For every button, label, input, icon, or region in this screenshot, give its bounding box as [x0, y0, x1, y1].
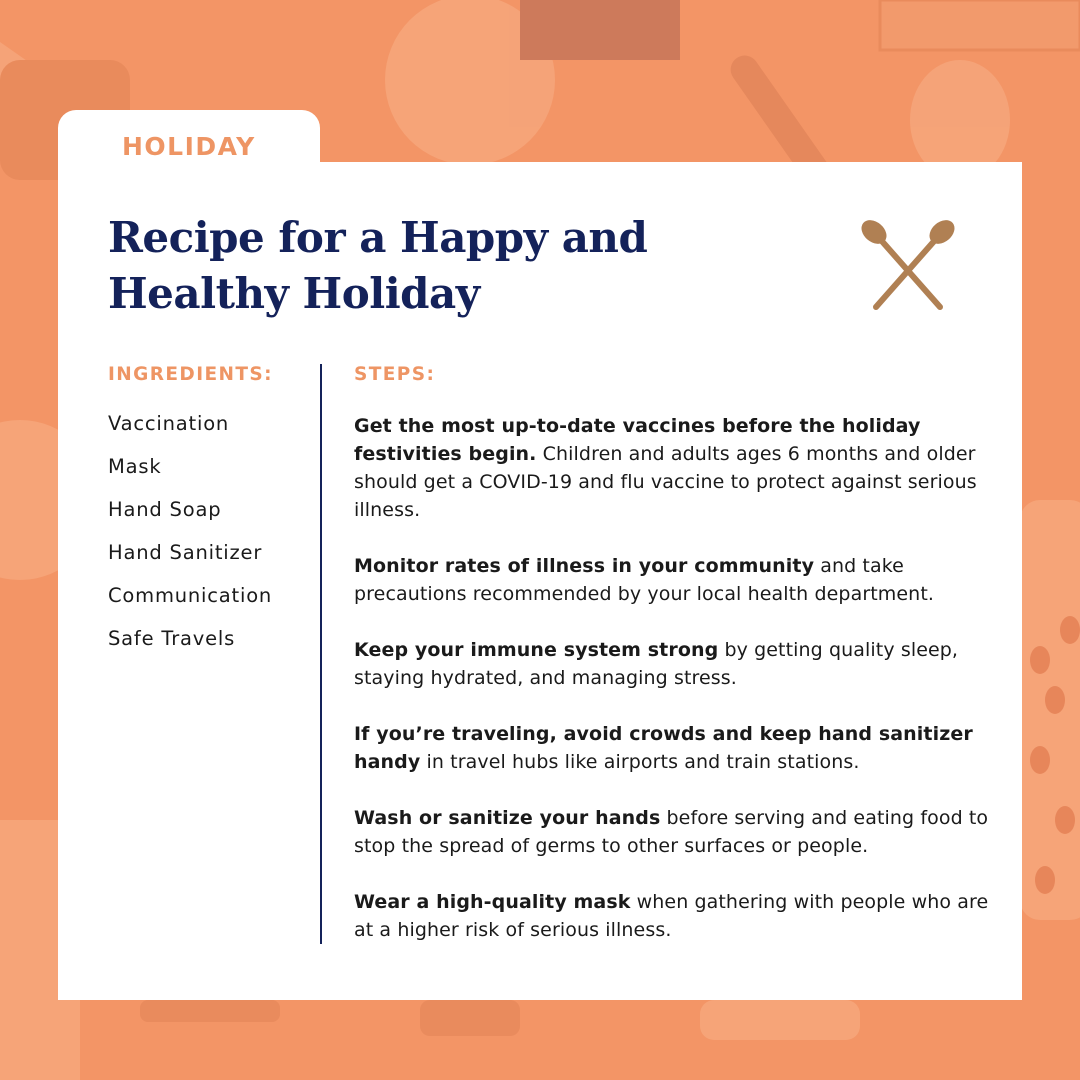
ingredient-item: Safe Travels — [108, 627, 236, 650]
ingredient-item: Vaccination — [108, 412, 230, 435]
steps-heading: STEPS: — [354, 364, 436, 385]
step-text: before serving and eating food to stop the spread of germs to other surfaces or people. — [354, 807, 989, 857]
step-bold-text: Wear a high-quality mask — [354, 891, 631, 913]
ingredient-item: Hand Soap — [108, 498, 222, 521]
category-label: HOLIDAY — [122, 132, 256, 161]
step-bold-text: Monitor rates of illness in your community — [354, 555, 815, 577]
crossed-wooden-spoons-icon — [856, 214, 960, 318]
step-item — [354, 720, 1004, 776]
step-text: when gathering with people who are at a higher risk of serious illness. — [354, 891, 989, 941]
ingredients-list — [108, 412, 272, 670]
ingredients-heading: INGREDIENTS: — [108, 364, 273, 385]
page-title — [108, 210, 728, 322]
step-text: Children and adults ages 6 months and older should get a COVID-19 and flu vaccine to protect against serious illness. — [354, 443, 977, 521]
ingredient-item: Communication — [108, 584, 273, 607]
step-text: and take precautions recommended by your local health department. — [354, 555, 935, 605]
ingredient-item: Mask — [108, 455, 162, 478]
step-bold-text: Wash or sanitize your hands — [354, 807, 661, 829]
column-divider — [320, 364, 322, 944]
step-bold-text: If you’re traveling, avoid crowds and keep hand sanitizer handy — [354, 723, 973, 773]
recipe-card — [58, 162, 1022, 1000]
steps-list — [354, 412, 1004, 972]
title-line-1: Recipe for a Happy and — [108, 213, 648, 262]
ingredient-item: Hand Sanitizer — [108, 541, 263, 564]
step-item — [354, 636, 1004, 692]
step-item — [354, 804, 1004, 860]
title-line-2: Healthy Holiday — [108, 269, 480, 318]
step-item — [354, 888, 1004, 944]
step-text: in travel hubs like airports and train stations. — [420, 751, 860, 773]
step-item — [354, 552, 1004, 608]
step-text: by getting quality sleep, staying hydrated, and managing stress. — [354, 639, 959, 689]
step-bold-text: Get the most up-to-date vaccines before the holiday festivities begin. — [354, 415, 921, 465]
step-bold-text: Keep your immune system strong — [354, 639, 719, 661]
step-item — [354, 412, 1004, 524]
